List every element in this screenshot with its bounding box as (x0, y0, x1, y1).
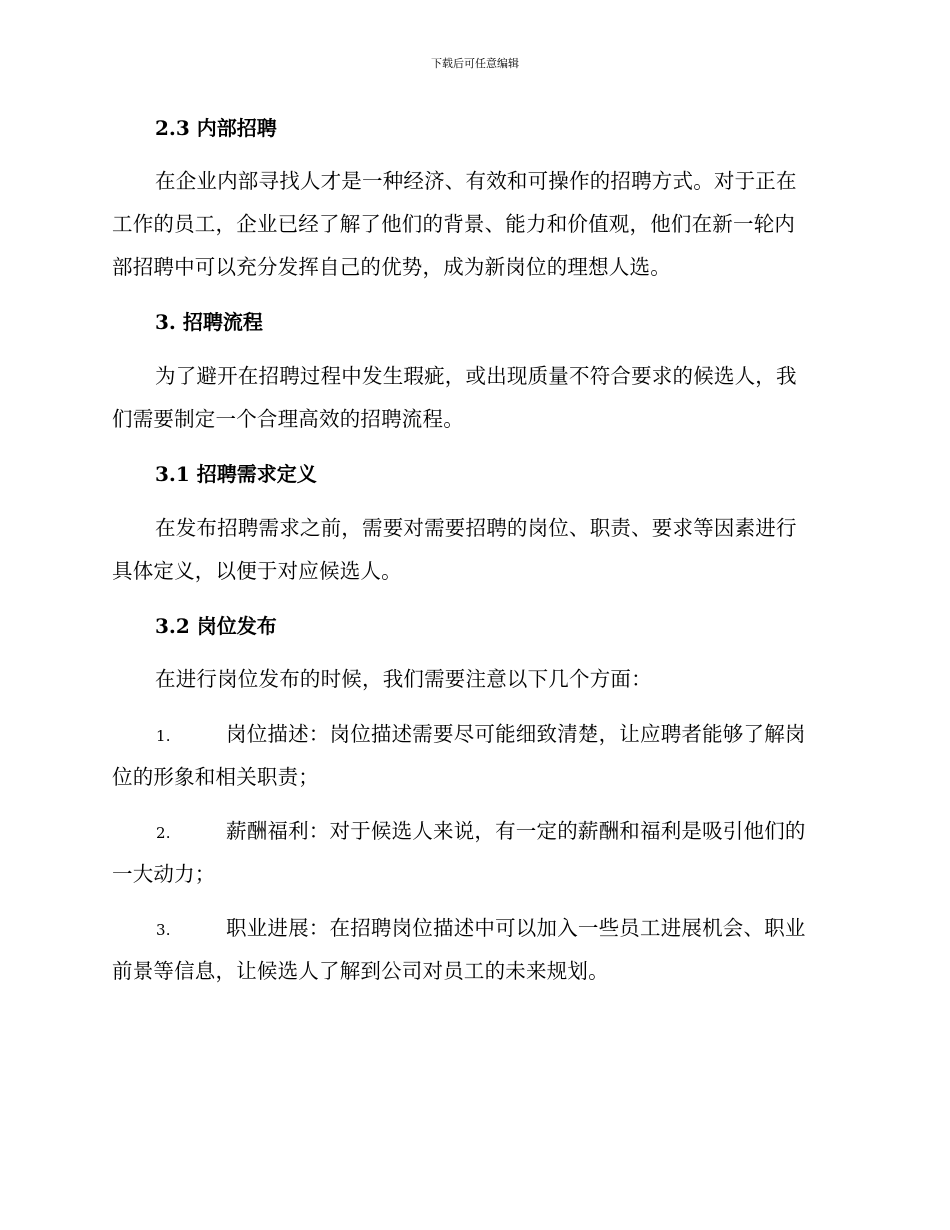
paragraph-3-1 (112, 507, 832, 593)
list-number: 3. (156, 921, 171, 939)
list-number: 2. (156, 824, 171, 842)
list-item-continuation: 一大动力； (112, 862, 216, 886)
list-item-continuation: 位的形象和相关职责； (112, 765, 319, 789)
paragraph-line: 们需要制定一个合理高效的招聘流程。 (112, 407, 464, 431)
list-number: 1. (156, 727, 171, 745)
paragraph-line: 在企业内部寻找人才是一种经济、有效和可操作的招聘方式。对于正在 (155, 169, 797, 193)
heading-3-1: 3.1 招聘需求定义 (155, 462, 317, 486)
paragraph-line: 具体定义，以便于对应候选人。 (112, 559, 402, 583)
page-header: 下载后可任意编辑 (431, 57, 519, 70)
list-item-continuation: 前景等信息，让候选人了解到公司对员工的未来规划。 (112, 959, 609, 983)
heading-3-2: 3.2 岗位发布 (155, 614, 277, 638)
paragraph-2-3 (112, 160, 832, 289)
paragraph-line: 在进行岗位发布的时候，我们需要注意以下几个方面： (155, 667, 652, 691)
paragraph-3-2-intro (112, 658, 832, 701)
list-item-text: 薪酬福利：对于候选人来说，有一定的薪酬和福利是吸引他们的 (226, 819, 806, 843)
list-item (112, 810, 832, 896)
paragraph-3 (112, 355, 832, 441)
paragraph-line: 为了避开在招聘过程中发生瑕疵，或出现质量不符合要求的候选人，我 (155, 364, 797, 388)
paragraph-line: 在发布招聘需求之前，需要对需要招聘的岗位、职责、要求等因素进行 (155, 516, 797, 540)
list-item (112, 713, 832, 799)
heading-2-3: 2.3 内部招聘 (155, 116, 277, 140)
list-item-text: 岗位描述：岗位描述需要尽可能细致清楚，让应聘者能够了解岗 (226, 722, 806, 746)
list-item-text: 职业进展：在招聘岗位描述中可以加入一些员工进展机会、职业 (226, 916, 806, 940)
paragraph-line: 部招聘中可以充分发挥自己的优势，成为新岗位的理想人选。 (112, 255, 671, 279)
heading-3: 3. 招聘流程 (155, 310, 263, 334)
paragraph-line: 工作的员工，企业已经了解了他们的背景、能力和价值观，他们在新一轮内 (112, 212, 796, 236)
list-item (112, 907, 832, 993)
